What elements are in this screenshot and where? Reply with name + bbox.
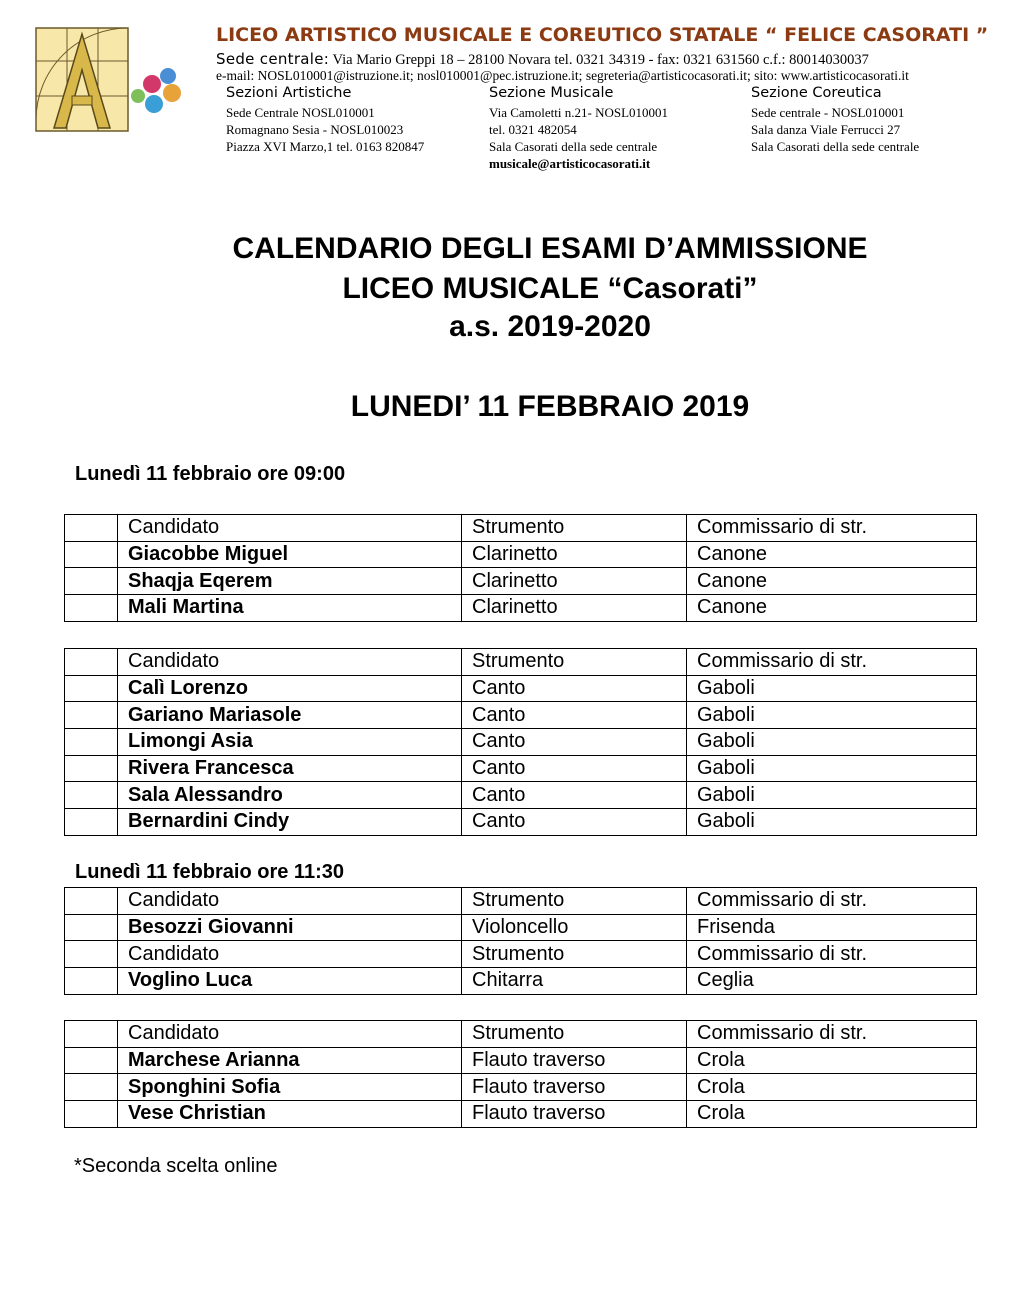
document-subtitle: LICEO MUSICALE “Casorati” [342, 272, 758, 305]
section-line: tel. 0321 482054 [489, 122, 577, 137]
column-header-candidate: Candidato [118, 515, 462, 542]
section-line: Sala Casorati della sede centrale [489, 139, 658, 154]
index-cell [65, 729, 118, 756]
document-title: CALENDARIO DEGLI ESAMI D’AMMISSIONE [232, 232, 868, 265]
table-header-row [65, 1021, 977, 1048]
table-row [65, 1101, 977, 1128]
section-musicale [489, 85, 668, 172]
section-coreutica [751, 85, 919, 155]
exam-table [64, 648, 977, 836]
commissioner: Crola [687, 1074, 977, 1101]
section-title: Sezioni Artistiche [226, 85, 352, 101]
commissioner: Crola [687, 1101, 977, 1128]
candidate-name: Besozzi Giovanni [118, 914, 462, 941]
instrument: Flauto traverso [462, 1101, 687, 1128]
section-line: Via Camoletti n.21- NOSL010001 [489, 105, 669, 120]
instrument: Chitarra [462, 968, 687, 995]
commissioner: Gaboli [687, 782, 977, 809]
table-row [65, 755, 977, 782]
exam-table [64, 887, 977, 995]
table-header-row [65, 941, 977, 968]
candidate-name: Rivera Francesca [118, 755, 462, 782]
column-header-commissioner: Commissario di str. [687, 515, 977, 542]
column-header-commissioner: Commissario di str. [687, 888, 977, 915]
column-header-instrument: Strumento [462, 649, 687, 676]
section-line: Piazza XVI Marzo,1 tel. 0163 820847 [226, 139, 425, 154]
table-row [65, 541, 977, 568]
index-cell [65, 702, 118, 729]
section-line: Sala Casorati della sede centrale [751, 139, 920, 154]
table-row [65, 568, 977, 595]
candidate-name: Vese Christian [118, 1101, 462, 1128]
commissioner: Frisenda [687, 914, 977, 941]
commissioner: Canone [687, 595, 977, 622]
index-cell [65, 1047, 118, 1074]
candidate-name: Sponghini Sofia [118, 1074, 462, 1101]
column-header-commissioner: Commissario di str. [687, 1021, 977, 1048]
table-row [65, 1047, 977, 1074]
table-row [65, 968, 977, 995]
candidate-name: Limongi Asia [118, 729, 462, 756]
commissioner: Canone [687, 568, 977, 595]
instrument: Canto [462, 675, 687, 702]
candidate-name: Calì Lorenzo [118, 675, 462, 702]
instrument: Clarinetto [462, 541, 687, 568]
commissioner: Gaboli [687, 675, 977, 702]
table-row [65, 702, 977, 729]
exam-table [64, 514, 977, 622]
logo-circles [131, 68, 181, 113]
commissioner: Gaboli [687, 755, 977, 782]
instrument: Flauto traverso [462, 1047, 687, 1074]
column-header-candidate: Candidato [118, 941, 462, 968]
contact-emails: e-mail: NOSL010001@istruzione.it; nosl010001@pec.istruzione.it; segreteria@artisticocasorati.it; sito: www.artisticocasorati.it [216, 68, 909, 83]
section-line: Romagnano Sesia - NOSL010023 [226, 122, 404, 137]
candidate-name: Mali Martina [118, 595, 462, 622]
headquarters-line [216, 50, 869, 69]
index-cell [65, 888, 118, 915]
index-cell [65, 1074, 118, 1101]
commissioner: Canone [687, 541, 977, 568]
school-logo [34, 26, 184, 136]
table-row [65, 595, 977, 622]
instrument: Canto [462, 702, 687, 729]
instrument: Flauto traverso [462, 1074, 687, 1101]
index-cell [65, 782, 118, 809]
footnote: *Seconda scelta online [74, 1155, 278, 1177]
table-row [65, 782, 977, 809]
instrument: Violoncello [462, 914, 687, 941]
logo-emblem [36, 28, 128, 131]
candidate-name: Shaqja Eqerem [118, 568, 462, 595]
session-heading: Lunedì 11 febbraio ore 09:00 [75, 463, 346, 485]
commissioner: Gaboli [687, 702, 977, 729]
instrument: Clarinetto [462, 595, 687, 622]
session-heading: Lunedì 11 febbraio ore 11:30 [75, 861, 344, 883]
section-title: Sezione Coreutica [751, 85, 882, 101]
index-cell [65, 1021, 118, 1048]
school-name: LICEO ARTISTICO MUSICALE E COREUTICO STATALE “ FELICE CASORATI ” [216, 24, 989, 46]
column-header-commissioner: Commissario di str. [687, 649, 977, 676]
instrument: Canto [462, 729, 687, 756]
index-cell [65, 914, 118, 941]
exam-date: LUNEDI’ 11 FEBBRAIO 2019 [350, 390, 750, 423]
column-header-candidate: Candidato [118, 649, 462, 676]
commissioner: Ceglia [687, 968, 977, 995]
candidate-name: Giacobbe Miguel [118, 541, 462, 568]
column-header-candidate: Candidato [118, 1021, 462, 1048]
table-row [65, 914, 977, 941]
table-header-row [65, 888, 977, 915]
table-header-row [65, 515, 977, 542]
commissioner: Gaboli [687, 729, 977, 756]
candidate-name: Bernardini Cindy [118, 809, 462, 836]
section-line: Sede centrale - NOSL010001 [751, 105, 905, 120]
index-cell [65, 1101, 118, 1128]
headquarters-text: Via Mario Greppi 18 – 28100 Novara tel. 0321 34319 - fax: 0321 631560 c.f.: 80014030037 [332, 52, 869, 68]
instrument: Canto [462, 782, 687, 809]
column-header-instrument: Strumento [462, 1021, 687, 1048]
school-year: a.s. 2019-2020 [449, 310, 651, 343]
table-row [65, 809, 977, 836]
table-row [65, 729, 977, 756]
index-cell [65, 675, 118, 702]
index-cell [65, 649, 118, 676]
candidate-name: Marchese Arianna [118, 1047, 462, 1074]
commissioner: Crola [687, 1047, 977, 1074]
table-header-row [65, 649, 977, 676]
index-cell [65, 968, 118, 995]
index-cell [65, 541, 118, 568]
instrument: Canto [462, 809, 687, 836]
index-cell [65, 515, 118, 542]
headquarters-label: Sede centrale: [216, 50, 330, 68]
section-line: Sede Centrale NOSL010001 [226, 105, 375, 120]
candidate-name: Sala Alessandro [118, 782, 462, 809]
candidate-name: Gariano Mariasole [118, 702, 462, 729]
column-header-commissioner: Commissario di str. [687, 941, 977, 968]
table-row [65, 675, 977, 702]
instrument: Clarinetto [462, 568, 687, 595]
column-header-candidate: Candidato [118, 888, 462, 915]
commissioner: Gaboli [687, 809, 977, 836]
index-cell [65, 595, 118, 622]
table-row [65, 1074, 977, 1101]
section-artistiche [226, 85, 424, 155]
index-cell [65, 568, 118, 595]
section-line: Sala danza Viale Ferrucci 27 [751, 122, 901, 137]
instrument: Canto [462, 755, 687, 782]
column-header-instrument: Strumento [462, 941, 687, 968]
index-cell [65, 941, 118, 968]
exam-table [64, 1020, 977, 1128]
column-header-instrument: Strumento [462, 515, 687, 542]
index-cell [65, 809, 118, 836]
section-title: Sezione Musicale [489, 85, 614, 101]
candidate-name: Voglino Luca [118, 968, 462, 995]
column-header-instrument: Strumento [462, 888, 687, 915]
section-email: musicale@artisticocasorati.it [489, 156, 651, 171]
index-cell [65, 755, 118, 782]
